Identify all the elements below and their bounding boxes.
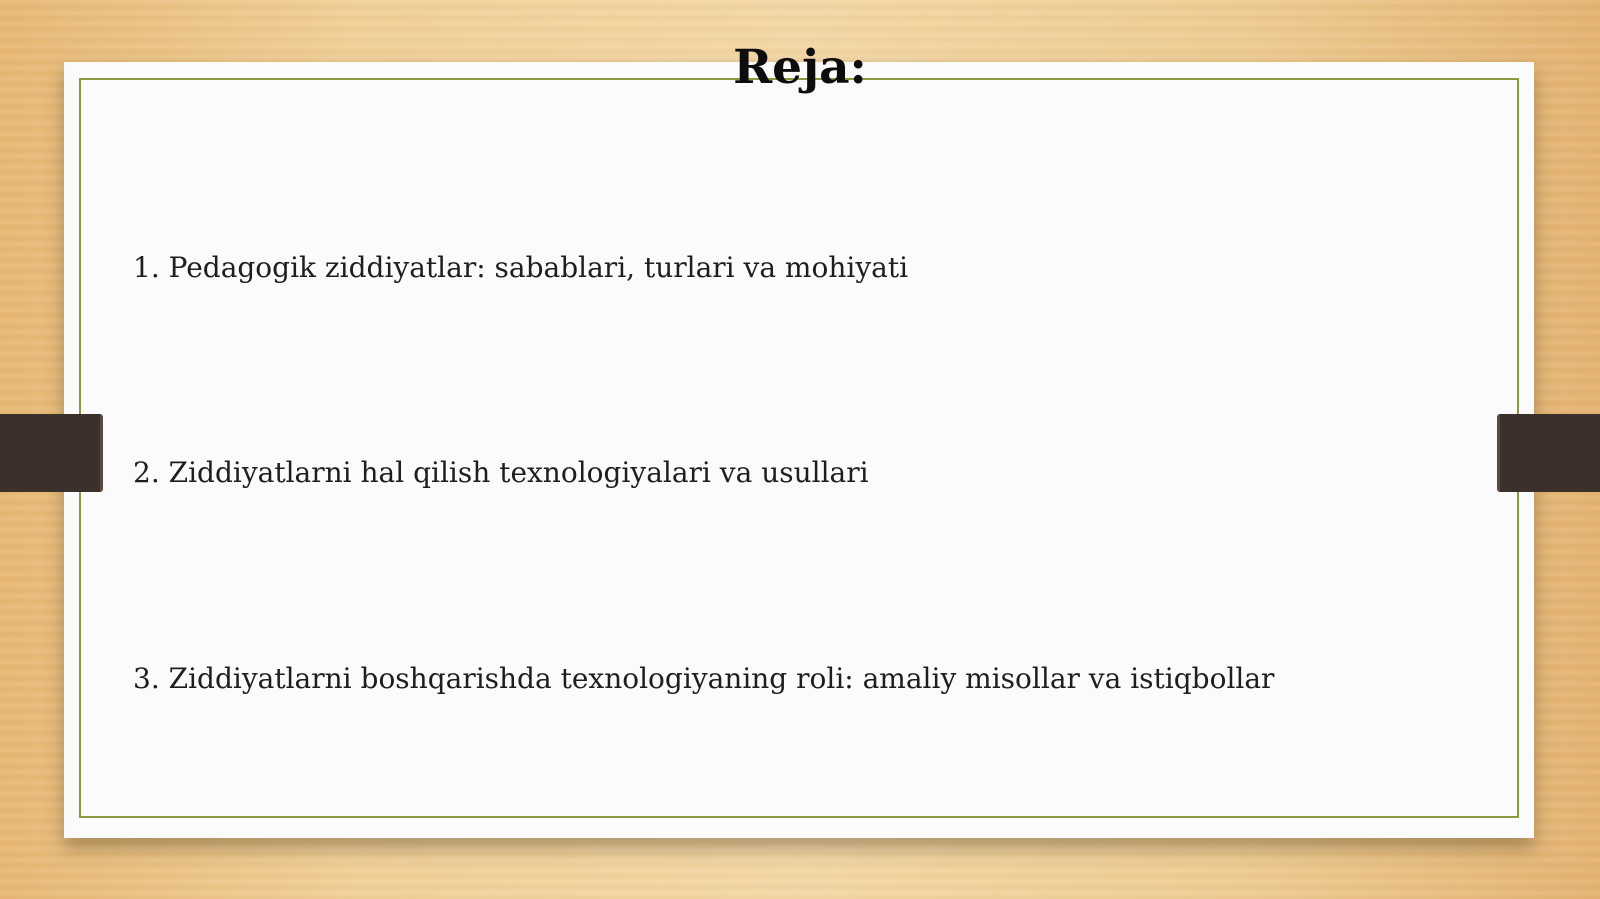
slide-frame bbox=[79, 78, 1519, 818]
agenda-item: 1. Pedagogik ziddiyatlar: sabablari, turlari va mohiyati bbox=[133, 251, 909, 284]
left-side-tab bbox=[0, 414, 103, 492]
agenda-item: 2. Ziddiyatlarni hal qilish texnologiyalari va usullari bbox=[133, 456, 869, 489]
agenda-item: 3. Ziddiyatlarni boshqarishda texnologiyaning roli: amaliy misollar va istiqbollar bbox=[133, 662, 1275, 695]
slide-title: Reja: bbox=[733, 40, 867, 95]
right-side-tab bbox=[1497, 414, 1600, 492]
